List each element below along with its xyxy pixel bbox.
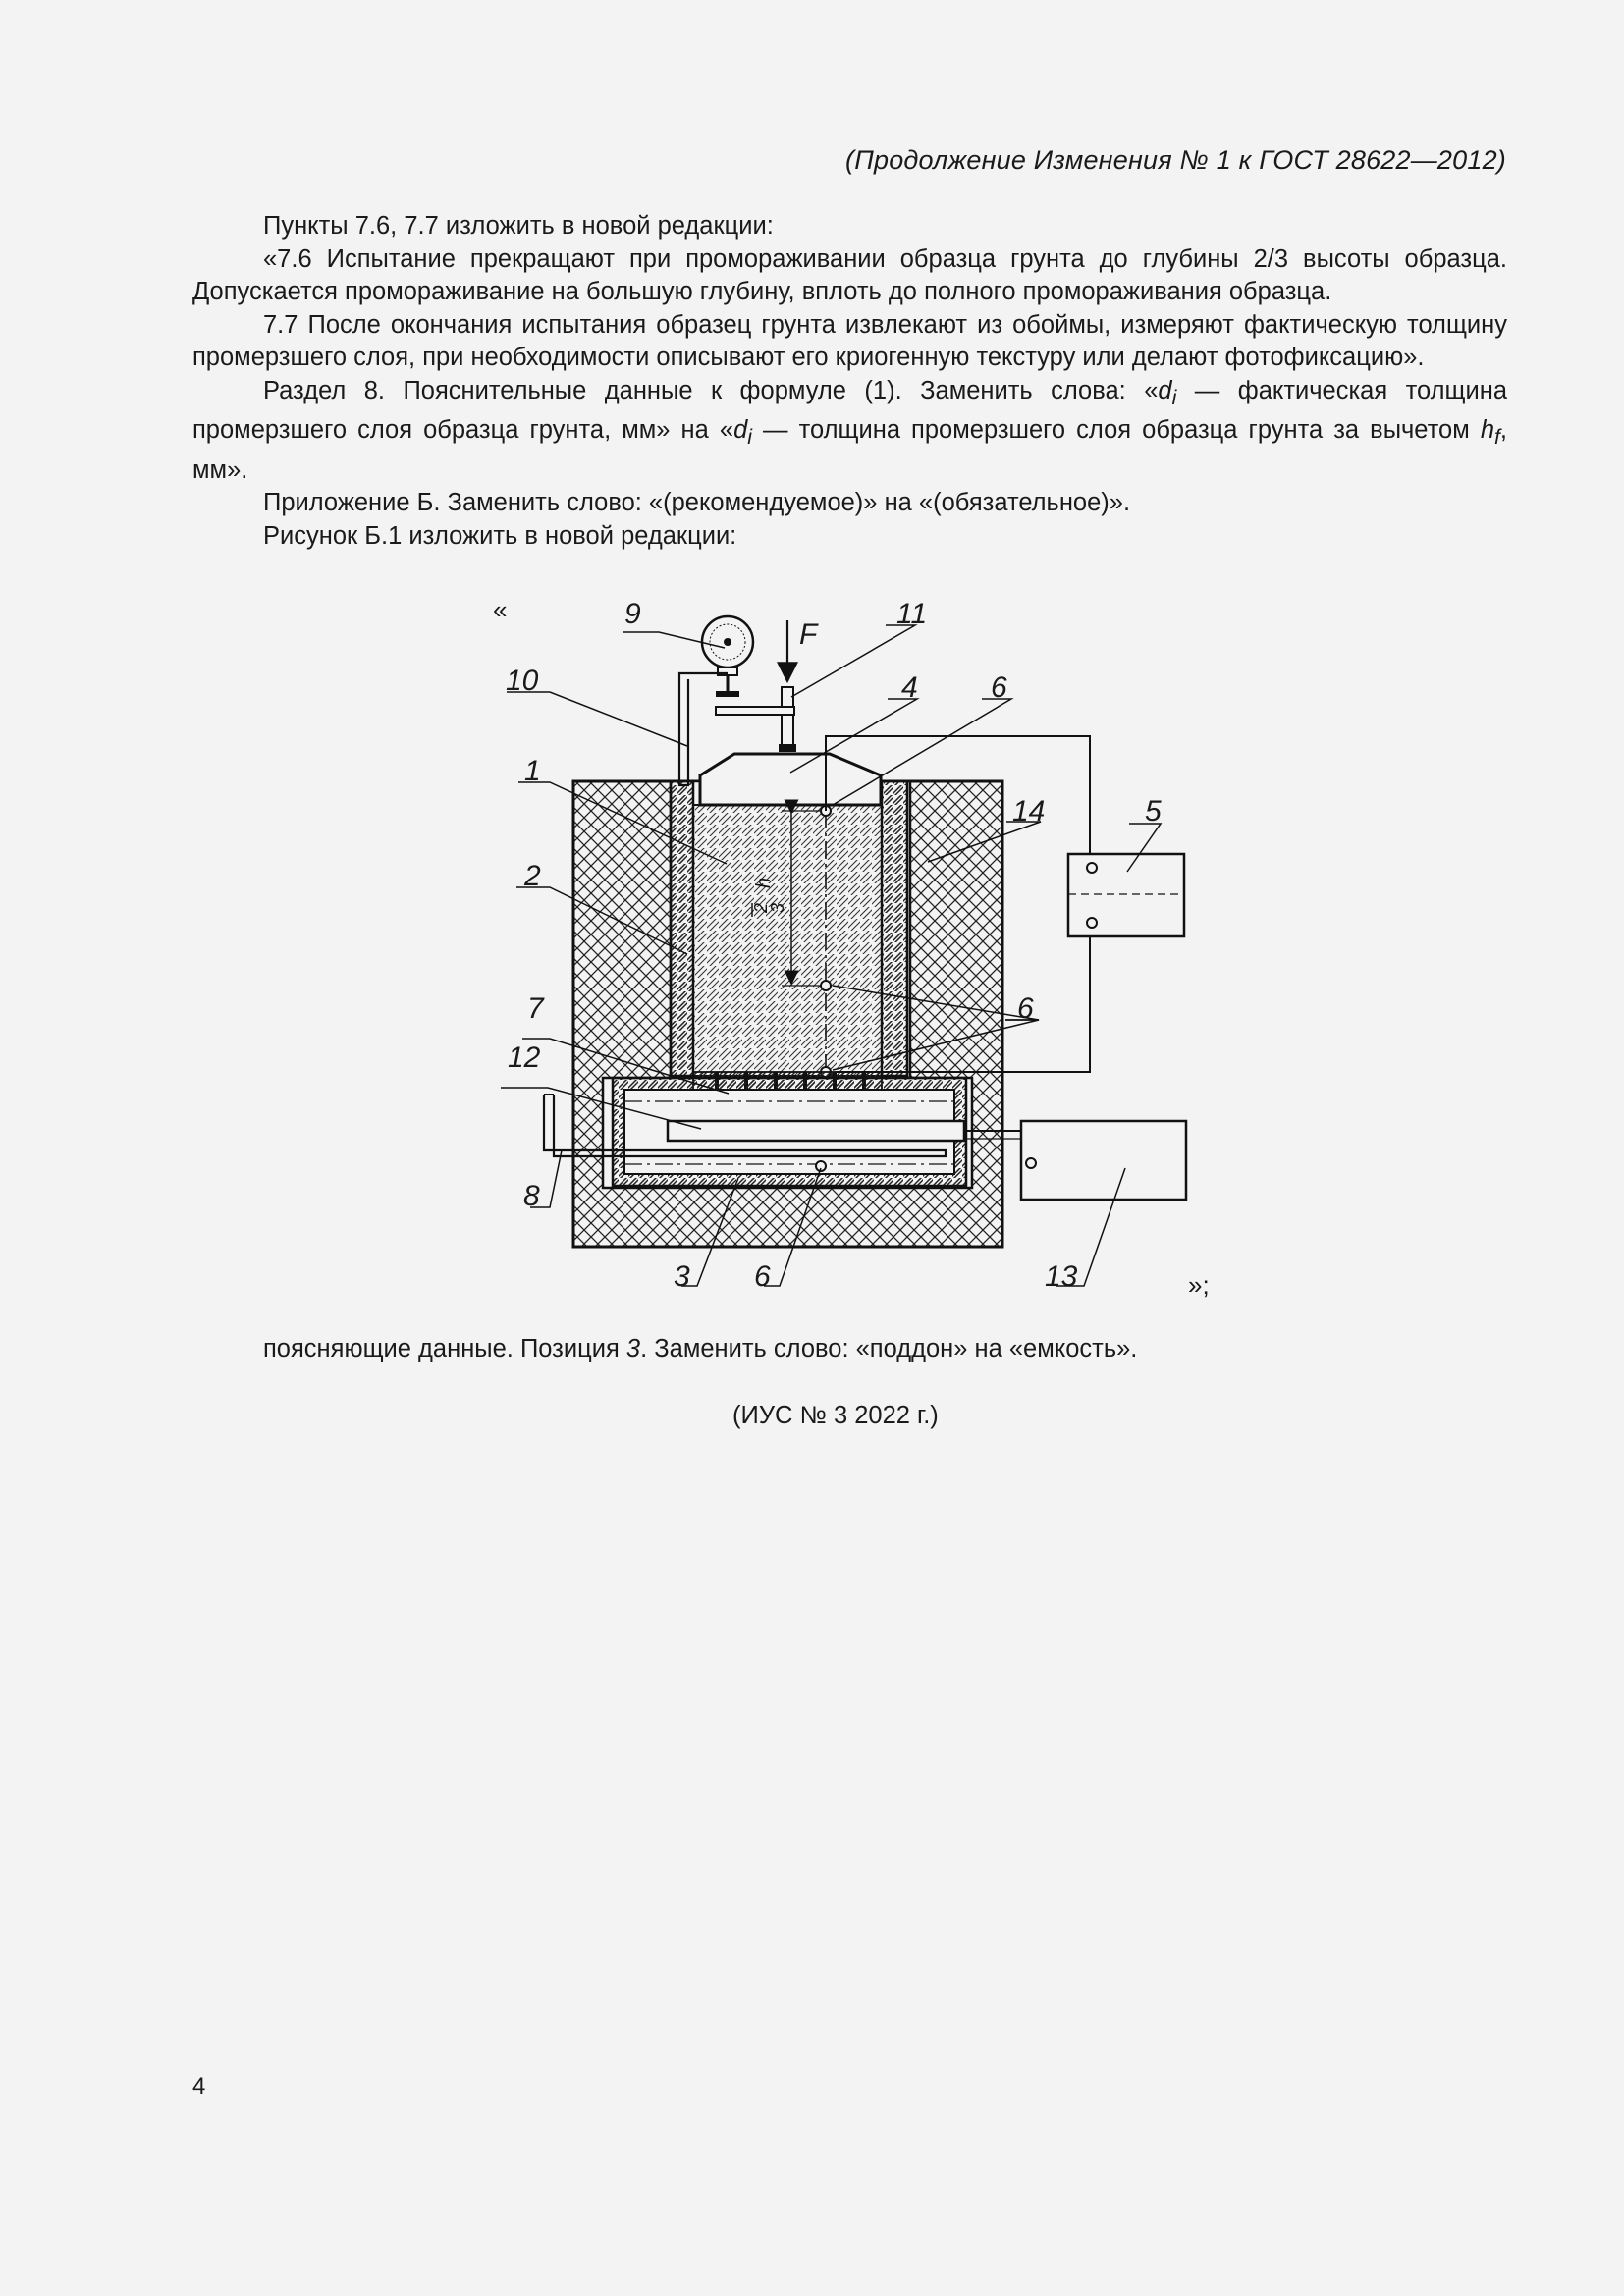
label-9: 9 <box>624 598 641 630</box>
cooling-unit <box>1021 1121 1186 1200</box>
symbol-d: d <box>1158 376 1172 404</box>
force-label: F <box>799 618 818 651</box>
figure-b1 <box>481 587 1227 1304</box>
label-14: 14 <box>1012 795 1046 828</box>
subscript-i: i <box>1171 385 1177 409</box>
text-run: Раздел 8. Пояснительные данные к формуле (1). Заменить слова: « <box>263 376 1159 404</box>
recorder-unit <box>1068 854 1184 936</box>
label-8: 8 <box>523 1180 540 1212</box>
explanatory-note <box>263 1333 1137 1366</box>
label-12: 12 <box>508 1041 541 1074</box>
paragraph-section-8 <box>192 375 1507 488</box>
page-number: 4 <box>192 2073 206 2100</box>
text-run: — толщина промерзшего слоя образца грунта за вычетом <box>751 416 1481 445</box>
figure-close-quote: »; <box>1188 1270 1210 1300</box>
body-text <box>192 210 1507 553</box>
text-run: . Заменить слово: «поддон» на «емкость». <box>640 1335 1138 1362</box>
stamp <box>700 754 881 805</box>
symbol-d: d <box>733 416 748 445</box>
symbol-h: h <box>1480 416 1495 445</box>
label-6-top: 6 <box>991 671 1007 704</box>
page-header: (Продолжение Изменения № 1 к ГОСТ 28622—2012) <box>845 145 1506 175</box>
paragraph: Пункты 7.6, 7.7 изложить в новой редакции: <box>263 212 774 240</box>
svg-text:2: 2 <box>751 902 771 913</box>
label-6-mid: 6 <box>1017 992 1034 1025</box>
label-5: 5 <box>1145 795 1162 828</box>
label-4: 4 <box>901 671 918 704</box>
paragraph: Рисунок Б.1 изложить в новой редакции: <box>263 521 737 550</box>
subscript-i: i <box>747 425 752 450</box>
label-2: 2 <box>524 860 541 892</box>
paragraph: «7.6 Испытание прекращают при промораживании образца грунта до глубины 2/3 высоты образца. Допускается промораживание на большую глубину, вплоть до полного промораживания образца. <box>192 244 1507 305</box>
figure-open-quote: « <box>493 595 508 624</box>
dial-gauge <box>702 616 753 697</box>
label-10: 10 <box>506 665 539 697</box>
cooling-element <box>668 1121 964 1141</box>
label-1: 1 <box>524 755 541 787</box>
label-3: 3 <box>674 1260 690 1293</box>
svg-text:h: h <box>753 877 775 888</box>
paragraph: 7.7 После окончания испытания образец грунта извлекают из обоймы, измеряют фактическую толщину промерзшего слоя, при необходимости описывают его криогенную текстуру или делают фотофиксацию». <box>192 310 1507 371</box>
ius-reference: (ИУС № 3 2022 г.) <box>732 1402 939 1429</box>
label-11: 11 <box>896 598 928 630</box>
svg-text:3: 3 <box>768 902 787 913</box>
paragraph: Приложение Б. Заменить слово: «(рекомендуемое)» на «(обязательное)». <box>263 489 1131 517</box>
label-7: 7 <box>527 992 544 1025</box>
apparatus-diagram <box>481 587 1227 1304</box>
label-13: 13 <box>1045 1260 1078 1293</box>
text-run: поясняющие данные. Позиция <box>263 1335 626 1362</box>
label-6-bottom: 6 <box>754 1260 771 1293</box>
position-number: 3 <box>625 1335 641 1362</box>
text-run: , мм». <box>192 416 1508 484</box>
soil-sample <box>693 805 882 1076</box>
temperature-sensor <box>821 981 831 990</box>
subscript-f: f <box>1494 425 1500 450</box>
text-run: — фактическая толщина промерзшего слоя образца грунта, мм» на « <box>192 376 1508 445</box>
